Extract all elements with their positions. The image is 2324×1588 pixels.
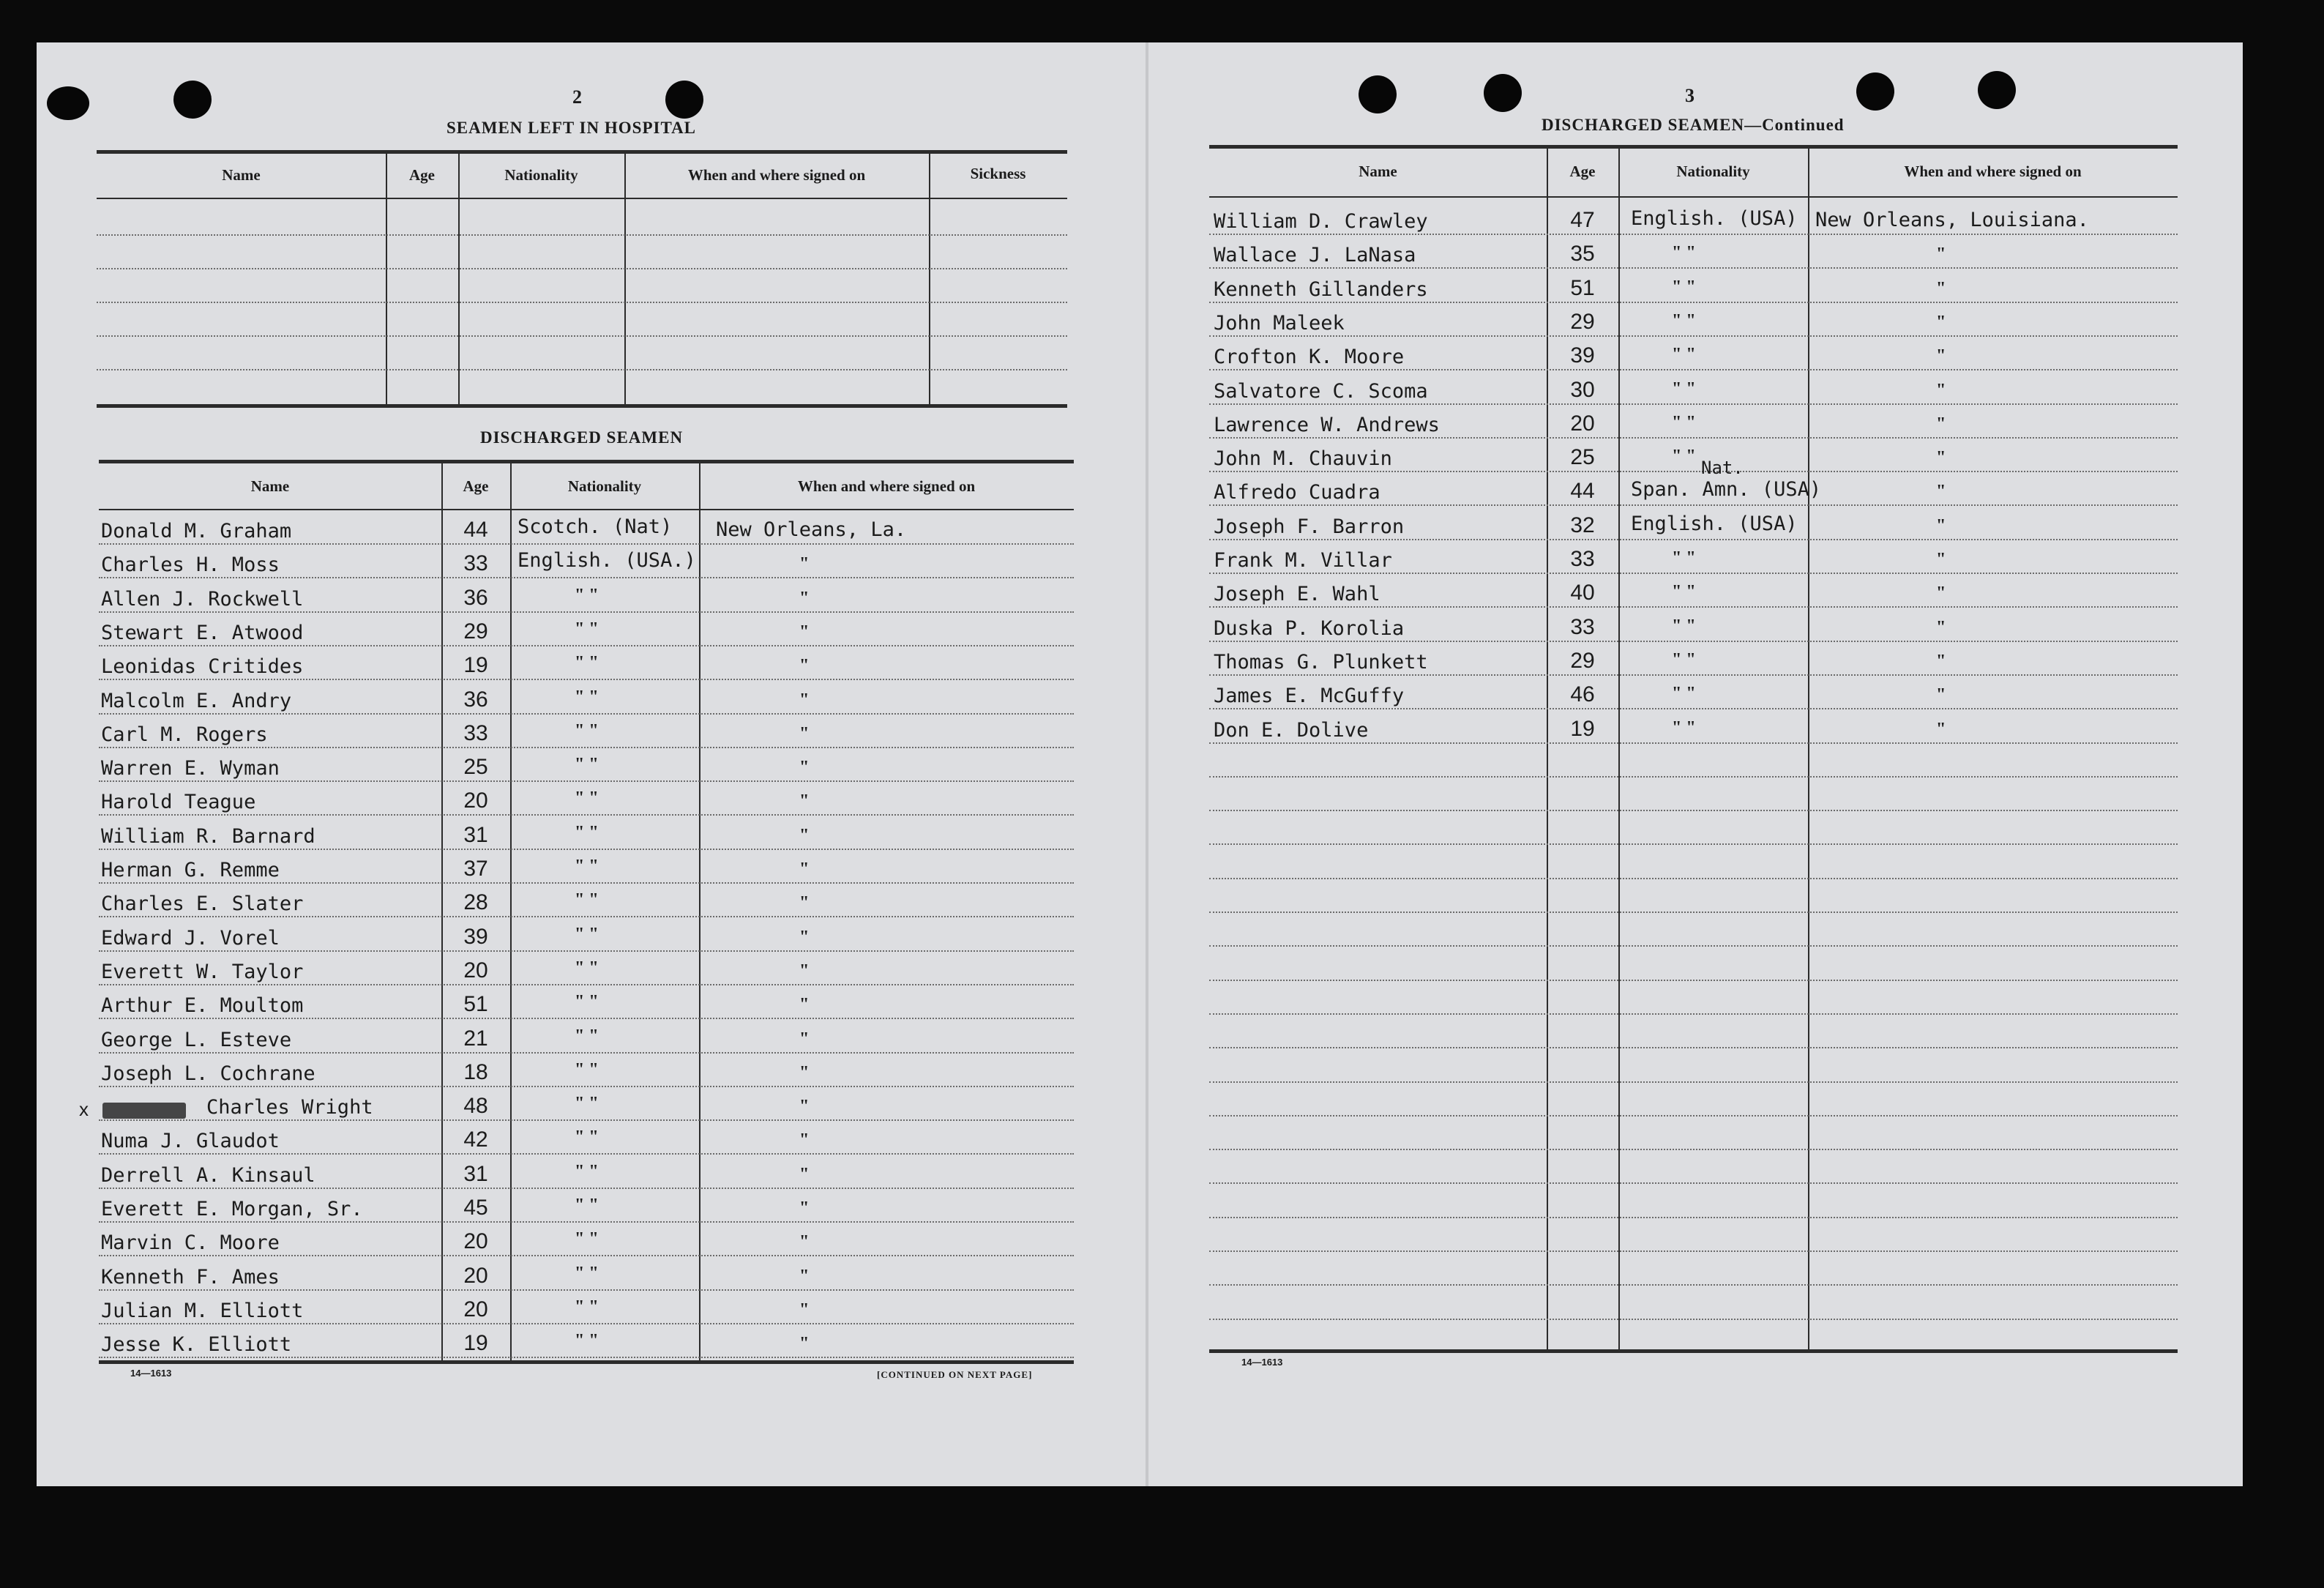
column-header-signed-on: When and where signed on: [687, 166, 866, 184]
seaman-nationality: " ": [575, 890, 599, 909]
seaman-nationality: " ": [1672, 345, 1696, 364]
ruled-line: [97, 335, 1067, 337]
seaman-age: 18: [463, 1060, 488, 1084]
seaman-nationality: " ": [1672, 379, 1696, 398]
ruled-line: [99, 1323, 1074, 1324]
seaman-name: Lawrence W. Andrews: [1214, 414, 1440, 436]
seaman-signed-on: ": [799, 656, 810, 675]
ruled-line: [97, 369, 1067, 370]
seaman-signed-on: ": [1936, 381, 1946, 400]
seaman-signed-on: ": [1936, 313, 1946, 332]
ruled-line: [1209, 335, 2178, 337]
ruled-line: [1209, 980, 2178, 981]
seaman-age: 30: [1570, 378, 1595, 402]
ruled-line: [1209, 843, 2178, 845]
document-sheet: [37, 42, 2243, 1486]
seaman-name: Wallace J. LaNasa: [1214, 244, 1416, 266]
punch-hole: [1856, 72, 1894, 111]
seaman-name: Edward J. Vorel: [101, 927, 280, 950]
seaman-age: 33: [1570, 615, 1595, 639]
seaman-nationality: " ": [1672, 582, 1696, 601]
seaman-name: Arthur E. Moultom: [101, 994, 304, 1017]
seaman-age: 45: [463, 1196, 488, 1220]
table-rule: [1209, 145, 2178, 149]
seaman-name: Warren E. Wyman: [101, 757, 280, 780]
column-header-sickness: Sickness: [970, 165, 1026, 182]
ruled-line: [1209, 606, 2178, 608]
seaman-signed-on: ": [799, 860, 810, 879]
seaman-age: 33: [463, 551, 488, 575]
seaman-nationality: " ": [1672, 311, 1696, 330]
seaman-name: Derrell A. Kinsaul: [101, 1164, 315, 1187]
seaman-nationality: " ": [575, 586, 599, 605]
ruled-line: [99, 814, 1074, 816]
table-rule: [97, 150, 1067, 154]
seaman-age: 31: [463, 823, 488, 847]
seaman-nationality: " ": [1672, 684, 1696, 703]
seaman-name: Donald M. Graham: [101, 520, 292, 543]
seaman-name: James E. McGuffy: [1214, 685, 1405, 707]
ruled-line: [1209, 641, 2178, 642]
column-header-name: Name: [1359, 163, 1397, 180]
seaman-name: Don E. Dolive: [1214, 719, 1369, 742]
ruled-line: [99, 577, 1074, 578]
seaman-name: Harold Teague: [101, 791, 256, 813]
column-header-nationality: Nationality: [567, 477, 642, 495]
seaman-nationality: " ": [575, 1162, 599, 1181]
seaman-nationality: " ": [1672, 548, 1696, 567]
ruled-line: [1209, 267, 2178, 269]
seaman-age: 29: [463, 619, 488, 644]
ruled-line: [1209, 945, 2178, 947]
seaman-signed-on: ": [1936, 346, 1946, 365]
seaman-name: Herman G. Remme: [101, 859, 280, 881]
seaman-nationality: " ": [575, 1297, 599, 1316]
column-header-age: Age: [463, 477, 489, 495]
ruled-line: [1209, 878, 2178, 879]
seaman-signed-on: ": [1936, 414, 1946, 433]
seaman-nationality: " ": [575, 857, 599, 876]
seaman-signed-on: ": [799, 995, 810, 1014]
seaman-nationality: " ": [575, 1196, 599, 1215]
column-header-signed-on: When and where signed on: [1904, 163, 2082, 180]
ruled-line: [1209, 539, 2178, 540]
seaman-signed-on: ": [799, 758, 810, 777]
punch-hole: [1484, 74, 1522, 112]
seaman-name: Malcolm E. Andry: [101, 690, 292, 712]
seaman-signed-on: ": [799, 1267, 810, 1286]
seaman-nationality: " ": [575, 1331, 599, 1350]
seaman-name: Allen J. Rockwell: [101, 588, 304, 611]
seaman-age: 37: [463, 857, 488, 881]
seaman-signed-on: New Orleans, Louisiana.: [1815, 209, 2089, 231]
seaman-nationality: " ": [575, 721, 599, 740]
form-number: 14—1613: [1241, 1357, 1283, 1368]
column-divider: [929, 154, 930, 404]
ruled-line: [1209, 708, 2178, 709]
ruled-line: [1209, 742, 2178, 744]
seaman-nationality: English. (USA): [1631, 512, 1798, 535]
seaman-age: 20: [463, 1229, 488, 1253]
seaman-nationality: " ": [1672, 447, 1696, 466]
seaman-nationality: " ": [575, 1127, 599, 1147]
ruled-line: [99, 611, 1074, 613]
column-header-age: Age: [1569, 163, 1596, 180]
seaman-signed-on: ": [1936, 618, 1946, 637]
seaman-nationality: " ": [575, 958, 599, 977]
seaman-nationality: " ": [575, 619, 599, 638]
ruled-line: [97, 234, 1067, 236]
seaman-age: 20: [463, 1297, 488, 1322]
seaman-signed-on: ": [799, 690, 810, 709]
seaman-name: Julian M. Elliott: [101, 1300, 304, 1322]
seaman-signed-on: ": [799, 1334, 810, 1353]
column-divider: [386, 154, 387, 404]
seaman-nationality: " ": [1672, 243, 1696, 262]
table-rule: [1209, 1349, 2178, 1353]
ruled-line: [99, 543, 1074, 545]
seaman-nationality: " ": [575, 1026, 599, 1045]
column-divider: [1618, 149, 1620, 1349]
seaman-nationality: " ": [575, 687, 599, 707]
discharged-section-title: DISCHARGED SEAMEN: [480, 428, 684, 447]
column-header-name: Name: [250, 477, 290, 495]
ruled-line: [97, 268, 1067, 269]
punch-hole: [665, 81, 703, 119]
seaman-signed-on: ": [799, 791, 810, 810]
seaman-signed-on: ": [799, 1063, 810, 1082]
seaman-signed-on: ": [1936, 448, 1946, 467]
seaman-name: Joseph F. Barron: [1214, 515, 1405, 538]
seaman-signed-on: ": [799, 554, 810, 573]
seaman-nationality: " ": [575, 823, 599, 842]
seaman-age: 51: [463, 992, 488, 1016]
seaman-age: 40: [1570, 581, 1595, 605]
seaman-age: 47: [1570, 208, 1595, 232]
seaman-age: 33: [1570, 547, 1595, 571]
seaman-name: George L. Esteve: [101, 1029, 292, 1051]
seaman-name: Duska P. Korolia: [1214, 617, 1405, 640]
page-number: 3: [1685, 85, 1695, 106]
seaman-nationality: English. (USA.): [518, 549, 696, 572]
nationality-note: Nat.: [1701, 458, 1744, 478]
seaman-name: John M. Chauvin: [1214, 447, 1392, 470]
seaman-nationality: " ": [575, 1060, 599, 1079]
seaman-nationality: " ": [575, 789, 599, 808]
seaman-age: 51: [1570, 276, 1595, 300]
column-divider: [458, 154, 460, 404]
seaman-signed-on: ": [799, 724, 810, 743]
seaman-signed-on: ": [799, 1199, 810, 1218]
page-fold: [1146, 42, 1148, 1486]
seaman-signed-on: ": [799, 893, 810, 912]
seaman-age: 35: [1570, 242, 1595, 266]
form-number: 14—1613: [130, 1368, 172, 1379]
seaman-age: 28: [463, 890, 488, 914]
seaman-age: 29: [1570, 649, 1595, 673]
continued-note: [CONTINUED ON NEXT PAGE]: [877, 1369, 1033, 1380]
seaman-nationality: " ": [1672, 413, 1696, 432]
column-header-nationality: Nationality: [504, 166, 578, 184]
hospital-section-title: SEAMEN LEFT IN HOSPITAL: [447, 119, 697, 137]
ruled-line: [99, 713, 1074, 715]
seaman-nationality: " ": [575, 992, 599, 1011]
seaman-name: Kenneth F. Ames: [101, 1266, 280, 1289]
seaman-signed-on: ": [799, 1130, 810, 1149]
seaman-signed-on: New Orleans, La.: [716, 518, 907, 541]
ruled-line: [1209, 1081, 2178, 1083]
ruled-line: [99, 780, 1074, 782]
seaman-age: 42: [463, 1127, 488, 1152]
seaman-signed-on: ": [799, 1232, 810, 1251]
seaman-age: 44: [463, 518, 488, 542]
seaman-name: Frank M. Villar: [1214, 549, 1392, 572]
discharged-continued-title: DISCHARGED SEAMEN—Continued: [1542, 116, 1845, 134]
ruled-line: [99, 1357, 1074, 1358]
seaman-age: 46: [1570, 682, 1595, 707]
ruled-line: [1209, 1182, 2178, 1184]
seaman-signed-on: ": [799, 1097, 810, 1116]
seaman-name: Leonidas Critides: [101, 655, 304, 678]
seaman-age: 25: [463, 755, 488, 779]
column-header-name: Name: [222, 166, 261, 184]
punch-hole: [1359, 75, 1397, 113]
seaman-age: 48: [463, 1094, 488, 1118]
seaman-nationality: " ": [575, 925, 599, 944]
ruled-line: [99, 1188, 1074, 1189]
seaman-nationality: " ": [575, 1264, 599, 1283]
column-divider: [624, 154, 626, 404]
seaman-age: 31: [463, 1162, 488, 1186]
seaman-nationality: " ": [1672, 650, 1696, 669]
seaman-age: 21: [463, 1026, 488, 1051]
seaman-signed-on: ": [799, 622, 810, 641]
seaman-name: Thomas G. Plunkett: [1214, 651, 1428, 674]
ruled-line: [1209, 1115, 2178, 1117]
seaman-nationality: " ": [575, 653, 599, 672]
seaman-name: Joseph E. Wahl: [1214, 583, 1380, 605]
seaman-age: 20: [463, 958, 488, 983]
seaman-name: Charles H. Moss: [101, 553, 280, 576]
struck-out-name: [102, 1103, 186, 1119]
column-header-age: Age: [409, 166, 435, 184]
seaman-signed-on: ": [799, 1300, 810, 1319]
seaman-signed-on: ": [799, 826, 810, 845]
ruled-line: [99, 1052, 1074, 1054]
seaman-age: 36: [463, 586, 488, 610]
column-header-nationality: Nationality: [1676, 163, 1750, 180]
page-number: 2: [572, 86, 582, 108]
ruled-line: [99, 1255, 1074, 1256]
ruled-line: [1209, 403, 2178, 405]
seaman-nationality: " ": [1672, 718, 1696, 737]
seaman-name: Alfredo Cuadra: [1214, 481, 1380, 504]
ruled-line: [99, 882, 1074, 884]
ruled-line: [99, 916, 1074, 917]
ruled-line: [1209, 471, 2178, 472]
ruled-line: [99, 1289, 1074, 1291]
ruled-line: [1209, 674, 2178, 676]
seaman-age: 32: [1570, 513, 1595, 537]
seaman-nationality: Span. Amn. (USA): [1631, 478, 1822, 501]
seaman-signed-on: ": [1936, 685, 1946, 704]
column-divider: [699, 463, 700, 1360]
ruled-line: [99, 747, 1074, 748]
ruled-line: [1209, 504, 2178, 506]
punch-hole: [1978, 71, 2016, 109]
ruled-line: [1209, 302, 2178, 303]
seaman-name: Crofton K. Moore: [1214, 346, 1405, 368]
ruled-line: [99, 849, 1074, 850]
ruled-line: [1209, 1284, 2178, 1286]
seaman-nationality: " ": [575, 1094, 599, 1113]
seaman-nationality: " ": [575, 755, 599, 774]
seaman-name: William D. Crawley: [1214, 210, 1428, 233]
seaman-name: Charles Wright: [206, 1096, 373, 1119]
ruled-line: [1209, 1319, 2178, 1320]
ruled-line: [99, 1119, 1074, 1121]
seaman-age: 33: [463, 721, 488, 745]
seaman-name: Numa J. Glaudot: [101, 1130, 280, 1152]
ruled-line: [1209, 810, 2178, 811]
torn-corner: [47, 86, 89, 120]
seaman-name: Stewart E. Atwood: [101, 622, 304, 644]
seaman-nationality: " ": [1672, 616, 1696, 635]
ruled-line: [99, 950, 1074, 952]
ruled-line: [1209, 369, 2178, 370]
ruled-line: [99, 645, 1074, 646]
ruled-line: [99, 984, 1074, 985]
seaman-name: Carl M. Rogers: [101, 723, 268, 746]
ruled-line: [1209, 912, 2178, 913]
seaman-age: 20: [463, 1264, 488, 1288]
seaman-age: 39: [1570, 343, 1595, 368]
seaman-age: 20: [463, 789, 488, 813]
seaman-name: Kenneth Gillanders: [1214, 278, 1428, 301]
seaman-signed-on: ": [799, 1029, 810, 1048]
seaman-age: 19: [1570, 717, 1595, 741]
seaman-signed-on: ": [799, 1165, 810, 1184]
seaman-name: Jesse K. Elliott: [101, 1333, 292, 1356]
seaman-signed-on: ": [799, 589, 810, 608]
seaman-name: Marvin C. Moore: [101, 1231, 280, 1254]
seaman-signed-on: ": [1936, 652, 1946, 671]
table-rule: [97, 404, 1067, 408]
seaman-nationality: " ": [575, 1229, 599, 1248]
seaman-signed-on: ": [1936, 482, 1946, 501]
table-rule: [99, 460, 1074, 463]
ruled-line: [1209, 1149, 2178, 1150]
ruled-line: [99, 1018, 1074, 1019]
ruled-line: [1209, 1013, 2178, 1015]
ruled-line: [1209, 437, 2178, 439]
ruled-line: [1209, 1217, 2178, 1218]
seaman-age: 44: [1570, 479, 1595, 503]
seaman-age: 19: [463, 1331, 488, 1355]
seaman-age: 20: [1570, 411, 1595, 436]
column-divider: [1808, 149, 1809, 1349]
table-rule: [99, 509, 1074, 510]
seaman-age: 36: [463, 687, 488, 712]
seaman-nationality: Scotch. (Nat): [518, 515, 673, 538]
ruled-line: [97, 302, 1067, 303]
ruled-line: [99, 1153, 1074, 1155]
table-rule: [97, 198, 1067, 199]
margin-x-mark: x: [79, 1098, 89, 1120]
seaman-age: 29: [1570, 310, 1595, 334]
seaman-age: 19: [463, 653, 488, 677]
seaman-nationality: English. (USA): [1631, 207, 1798, 230]
seaman-signed-on: ": [799, 961, 810, 980]
ruled-line: [99, 679, 1074, 680]
seaman-name: Everett W. Taylor: [101, 961, 304, 983]
column-header-signed-on: When and where signed on: [797, 477, 976, 495]
table-rule: [1209, 196, 2178, 198]
seaman-name: Joseph L. Cochrane: [101, 1062, 315, 1085]
seaman-signed-on: ": [799, 928, 810, 947]
seaman-signed-on: ": [1936, 720, 1946, 739]
column-divider: [510, 463, 512, 1360]
seaman-signed-on: ": [1936, 516, 1946, 535]
ruled-line: [1209, 234, 2178, 235]
seaman-name: William R. Barnard: [101, 825, 315, 848]
seaman-signed-on: ": [1936, 550, 1946, 569]
seaman-signed-on: ": [1936, 584, 1946, 603]
table-rule: [99, 1360, 1074, 1364]
ruled-line: [1209, 776, 2178, 778]
seaman-signed-on: ": [1936, 245, 1946, 264]
seaman-age: 25: [1570, 445, 1595, 469]
ruled-line: [99, 1221, 1074, 1223]
seaman-nationality: " ": [1672, 277, 1696, 297]
ruled-line: [99, 1086, 1074, 1087]
ruled-line: [1209, 1047, 2178, 1048]
seaman-name: Salvatore C. Scoma: [1214, 380, 1428, 403]
seaman-signed-on: ": [1936, 279, 1946, 298]
ruled-line: [1209, 1250, 2178, 1252]
seaman-age: 39: [463, 925, 488, 949]
ruled-line: [1209, 573, 2178, 574]
seaman-name: John Maleek: [1214, 312, 1345, 335]
punch-hole: [173, 81, 212, 119]
seaman-name: Everett E. Morgan, Sr.: [101, 1198, 363, 1220]
seaman-name: Charles E. Slater: [101, 892, 304, 915]
